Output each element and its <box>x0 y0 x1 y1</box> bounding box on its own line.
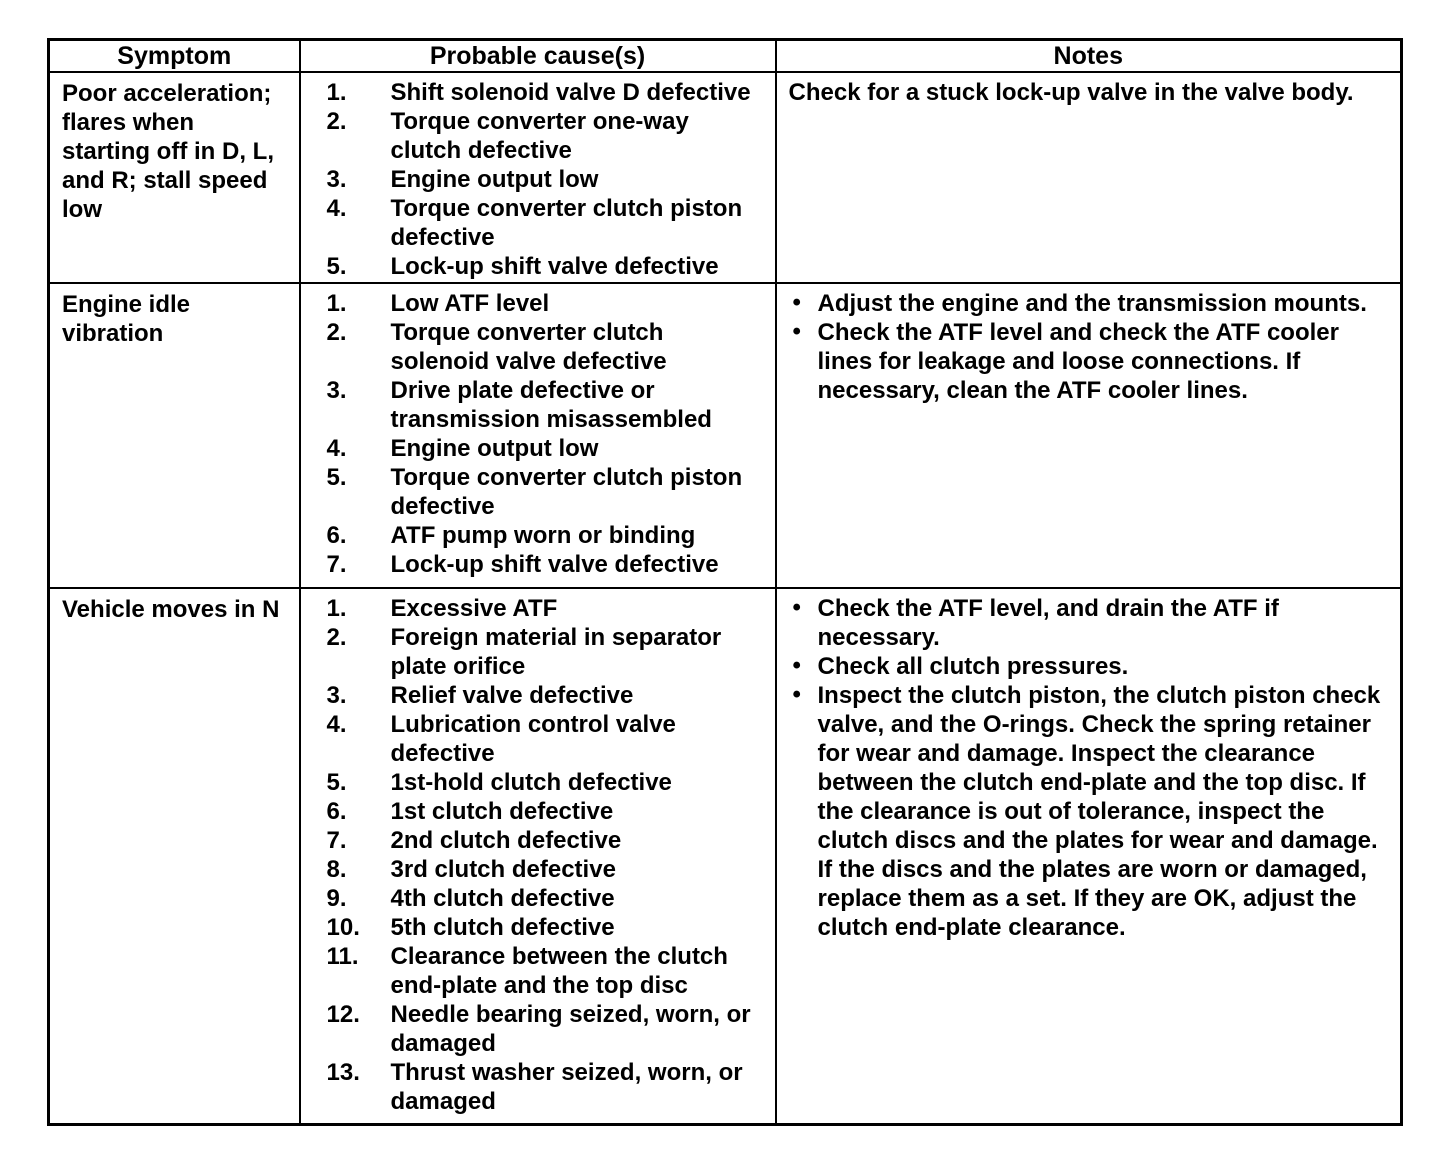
cause-text: Drive plate defective or transmission misassembled <box>390 377 712 433</box>
cause-text: 1st-hold clutch defective <box>390 769 672 796</box>
cause-text: Torque converter one-way clutch defective <box>390 108 689 164</box>
cause-text: Shift solenoid valve D defective <box>390 79 751 106</box>
cause-number: 6. <box>326 522 347 549</box>
cause-text: Clearance between the clutch end-plate and the top disc <box>390 943 728 999</box>
causes-list <box>301 289 763 579</box>
cause-number: 5. <box>326 769 347 796</box>
table-row <box>49 72 1402 283</box>
cause-item <box>301 826 763 855</box>
note-item: • Check the ATF level, and drain the ATF if necessary. <box>777 594 1387 652</box>
cause-number: 5. <box>326 464 347 491</box>
cause-text: Engine output low <box>390 435 599 462</box>
cause-item <box>301 884 763 913</box>
cause-number: 13. <box>326 1059 360 1086</box>
cause-item <box>301 434 763 463</box>
cause-item <box>301 78 763 107</box>
cause-item <box>301 623 763 681</box>
troubleshooting-table <box>47 38 1403 1126</box>
cause-text: Torque converter clutch piston defective <box>390 195 743 251</box>
header-symptom: Symptom <box>49 40 300 73</box>
cause-text: Lock-up shift valve defective <box>390 253 719 280</box>
cause-number: 10. <box>326 914 360 941</box>
cause-item <box>301 521 763 550</box>
note-item: • Check all clutch pressures. <box>777 652 1387 681</box>
cause-number: 1. <box>326 79 347 106</box>
note-item: • Check the ATF level and check the ATF cooler lines for leakage and loose connections. If necessary, clean the ATF cooler lines. <box>777 318 1387 405</box>
cause-number: 2. <box>326 108 347 135</box>
cause-text: Lock-up shift valve defective <box>390 551 719 578</box>
cause-item <box>301 252 763 281</box>
cause-text: Low ATF level <box>390 290 550 317</box>
cause-item <box>301 768 763 797</box>
cause-number: 1. <box>326 595 347 622</box>
notes-list <box>777 78 1387 107</box>
cause-item <box>301 710 763 768</box>
cause-number: 11. <box>326 943 359 970</box>
notes-list <box>777 289 1387 405</box>
symptom-cell: Engine idle vibration <box>49 283 300 588</box>
cause-number: 4. <box>326 711 347 738</box>
cause-number: 3. <box>326 377 347 404</box>
cause-text: Excessive ATF <box>390 595 558 622</box>
cause-item <box>301 318 763 376</box>
causes-cell <box>300 588 776 1125</box>
note-item: • Adjust the engine and the transmission mounts. <box>777 289 1387 318</box>
cause-text: 2nd clutch defective <box>390 827 622 854</box>
cause-text: 5th clutch defective <box>390 914 615 941</box>
cause-item <box>301 797 763 826</box>
cause-text: Lubrication control valve defective <box>390 711 676 767</box>
causes-list <box>301 594 763 1116</box>
notes-list <box>777 594 1387 942</box>
cause-item <box>301 463 763 521</box>
cause-text: Torque converter clutch piston defective <box>390 464 743 520</box>
cause-text: Relief valve defective <box>390 682 634 709</box>
cause-text: Engine output low <box>390 166 599 193</box>
cause-item <box>301 1058 763 1116</box>
cause-item <box>301 165 763 194</box>
symptom-cell: Vehicle moves in N <box>49 588 300 1125</box>
note-item: Check for a stuck lock-up valve in the valve body. <box>788 79 1354 106</box>
cause-text: Needle bearing seized, worn, or damaged <box>390 1001 751 1057</box>
notes-cell <box>776 588 1402 1125</box>
causes-cell <box>300 72 776 283</box>
cause-number: 2. <box>326 624 347 651</box>
table-row <box>49 283 1402 588</box>
cause-item <box>301 376 763 434</box>
cause-item <box>301 194 763 252</box>
causes-list <box>301 78 763 281</box>
cause-item <box>301 107 763 165</box>
cause-number: 1. <box>326 290 347 317</box>
cause-item <box>301 550 763 579</box>
cause-item <box>301 594 763 623</box>
notes-cell <box>776 72 1402 283</box>
header-notes: Notes <box>776 40 1402 73</box>
cause-number: 3. <box>326 682 347 709</box>
cause-item <box>301 942 763 1000</box>
cause-number: 12. <box>326 1001 360 1028</box>
cause-text: Torque converter clutch solenoid valve defective <box>390 319 667 375</box>
cause-text: 1st clutch defective <box>390 798 614 825</box>
cause-number: 3. <box>326 166 347 193</box>
cause-item <box>301 681 763 710</box>
cause-number: 7. <box>326 551 347 578</box>
cause-number: 8. <box>326 856 347 883</box>
cause-item <box>301 289 763 318</box>
cause-text: 4th clutch defective <box>390 885 615 912</box>
cause-number: 2. <box>326 319 347 346</box>
cause-number: 4. <box>326 435 347 462</box>
cause-item <box>301 913 763 942</box>
table-row <box>49 588 1402 1125</box>
cause-number: 4. <box>326 195 347 222</box>
notes-cell <box>776 283 1402 588</box>
cause-number: 9. <box>326 885 347 912</box>
causes-cell <box>300 283 776 588</box>
cause-text: Thrust washer seized, worn, or damaged <box>390 1059 743 1115</box>
cause-number: 7. <box>326 827 347 854</box>
cause-number: 5. <box>326 253 347 280</box>
cause-text: ATF pump worn or binding <box>390 522 696 549</box>
cause-text: Foreign material in separator plate orifice <box>390 624 722 680</box>
cause-item <box>301 855 763 884</box>
note-item: • Inspect the clutch piston, the clutch piston check valve, and the O-rings. Check the spring retainer for wear and damage. Inspect the clearance between the clutch end-plate and the top disc. If the clearance is out of tolerance, inspect the clutch discs and the plates for wear and damage. If the discs and the plates are worn or damaged, replace them as a set. If they are OK, adjust the clutch end-plate clearance. <box>777 681 1387 942</box>
cause-text: 3rd clutch defective <box>390 856 616 883</box>
cause-item <box>301 1000 763 1058</box>
symptom-cell: Poor acceleration; flares when starting off in D, L, and R; stall speed low <box>49 72 300 283</box>
cause-number: 6. <box>326 798 347 825</box>
header-probable-causes: Probable cause(s) <box>300 40 776 73</box>
table-header-row <box>49 40 1402 73</box>
